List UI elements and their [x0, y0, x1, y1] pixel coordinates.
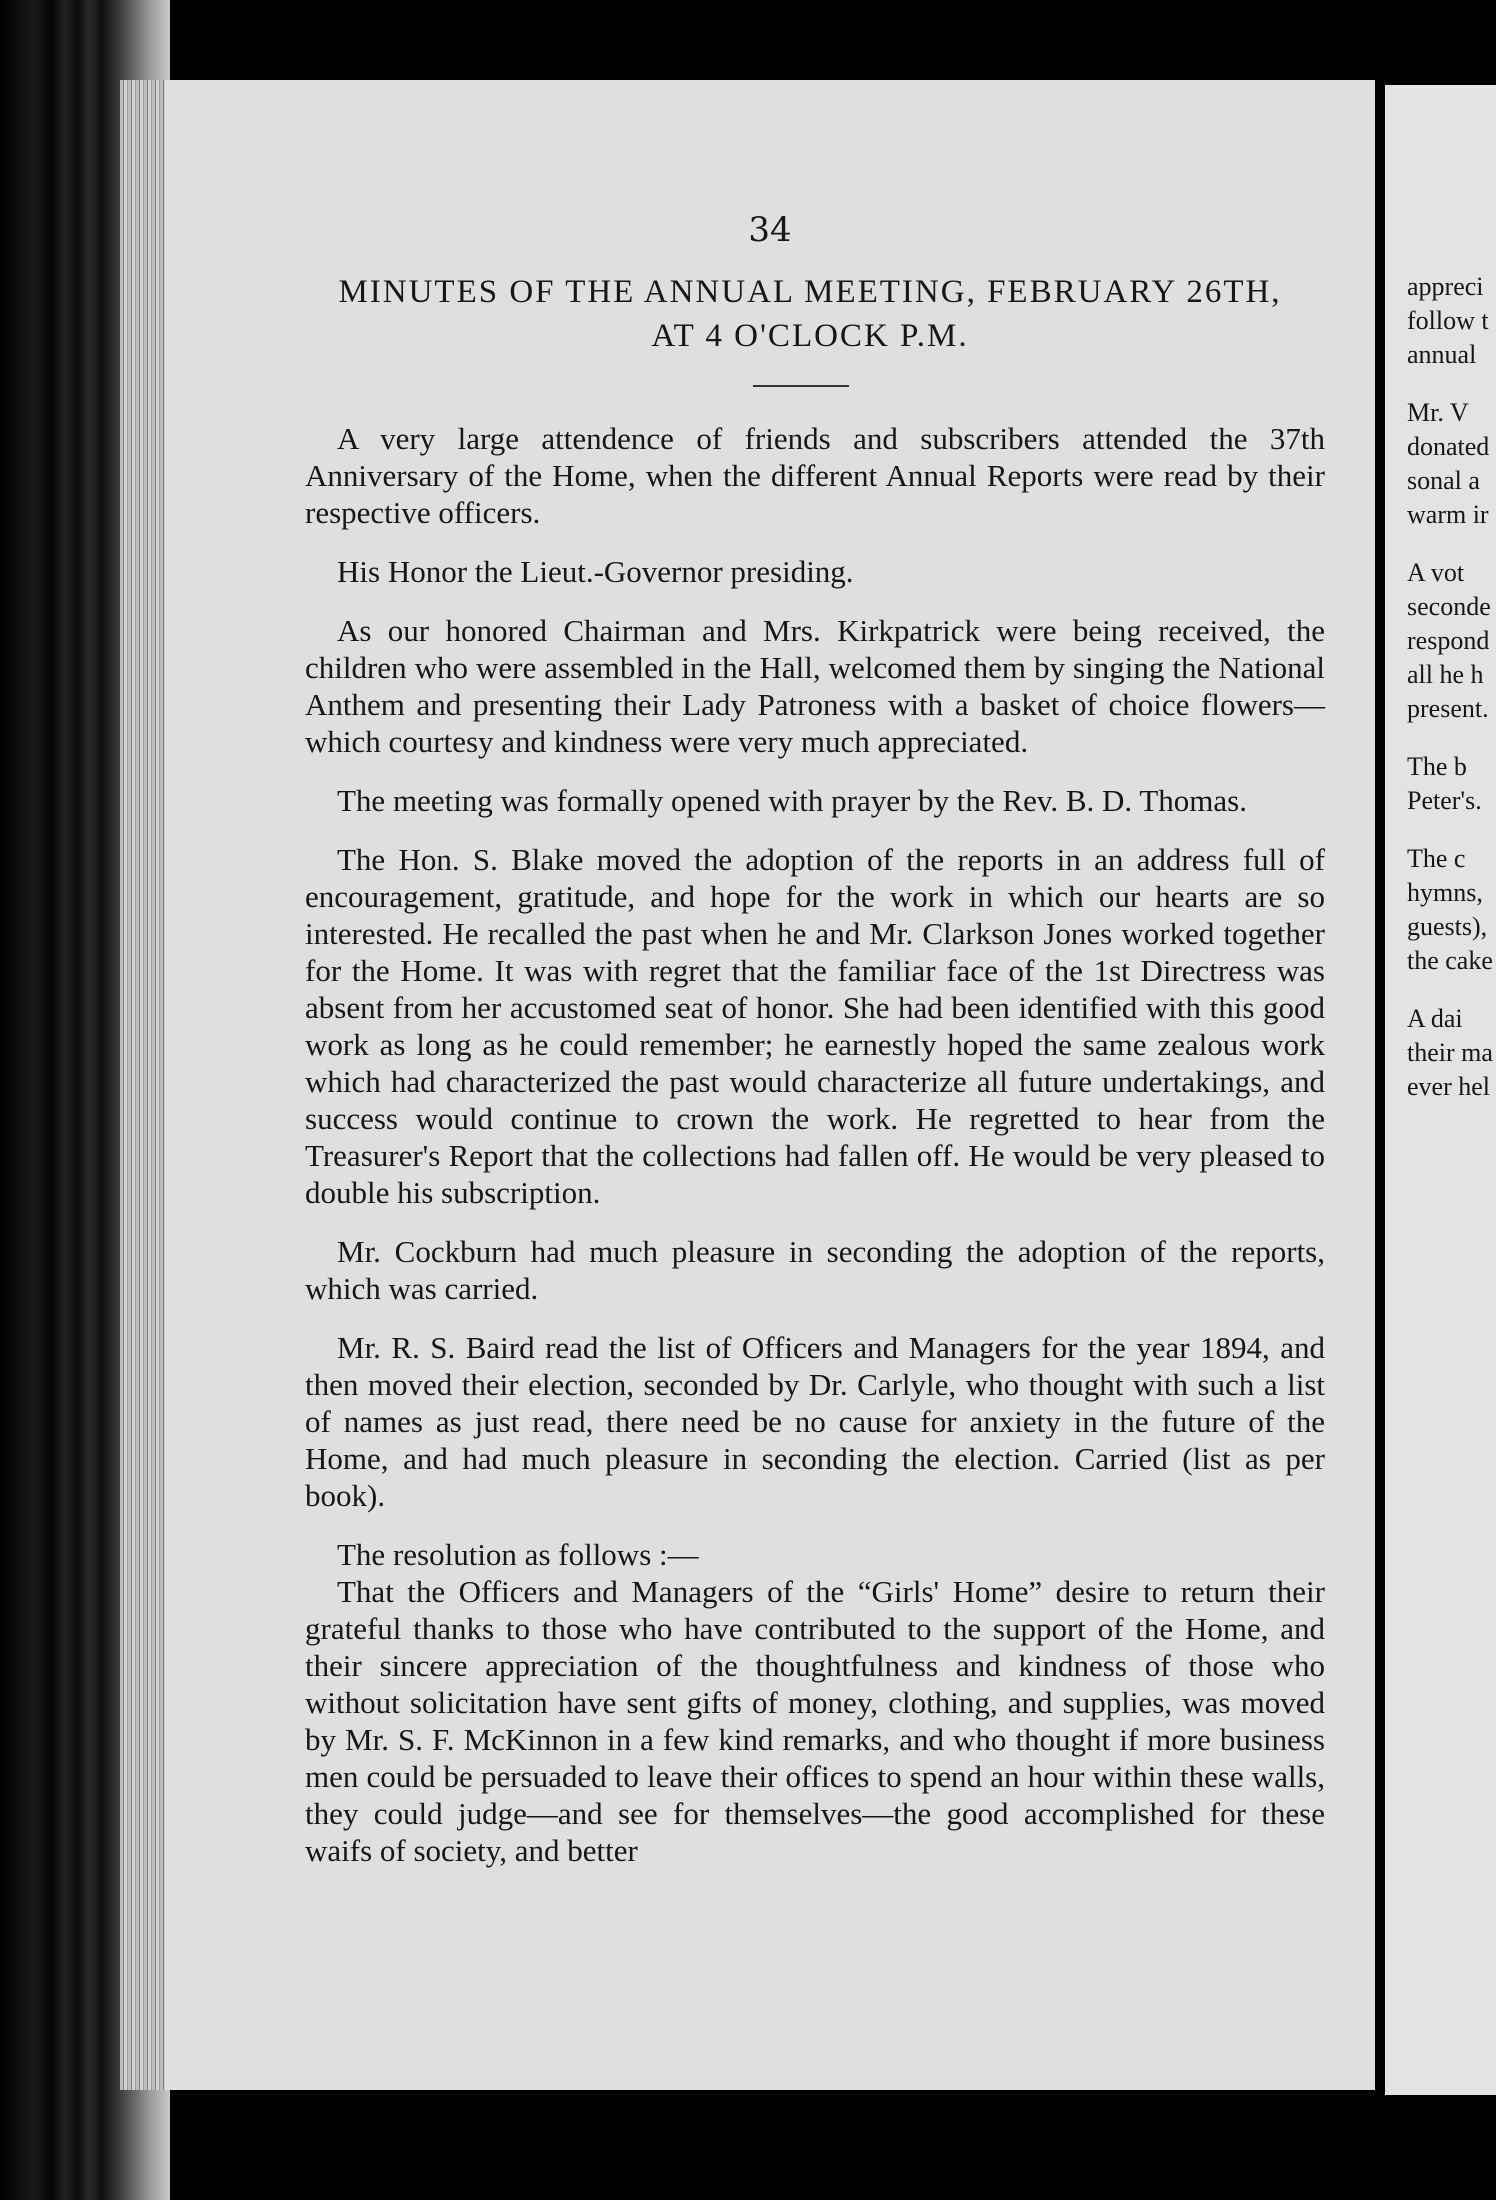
- right-page-line: appreci: [1407, 272, 1484, 301]
- paragraph: Mr. R. S. Baird read the list of Officers and Managers for the year 1894, and then moved their election, seconded by Dr. Carlyle, who thought with such a list of names as just read, there need be no cause for anxiety in the future of the Home, and had much pleasure in seconding the election. Carried (list as per book).: [305, 1330, 1325, 1513]
- paragraph: That the Officers and Managers of the “Girls' Home” desire to return their grateful thanks to those who have contributed to the support of the Home, and their sincere appreciation of the thoughtfulness and kindness of those who without solicitation have sent gifts of money, clothing, and supplies, was moved by Mr. S. F. McKinnon in a few kind remarks, and who thought if more business men could be persuaded to leave their offices to spend an hour within these walls, they could judge—and see for themselves—the good accomplished for these waifs of society, and better: [305, 1574, 1325, 1868]
- right-page-line: seconde: [1407, 592, 1491, 621]
- paragraph: His Honor the Lieut.-Governor presiding.: [337, 554, 854, 589]
- right-page-line: donated: [1407, 432, 1490, 461]
- right-page-line: Mr. V: [1407, 398, 1469, 427]
- right-page-gap: [1385, 726, 1496, 750]
- right-page-gap: [1385, 372, 1496, 396]
- right-page-line: A vot: [1407, 558, 1465, 587]
- page-title: [285, 270, 1335, 358]
- page-number: 34: [748, 210, 792, 250]
- right-page-line: warm ir: [1407, 500, 1489, 529]
- right-page-line: sonal a: [1407, 466, 1480, 495]
- minutes-body: [305, 420, 1325, 1891]
- right-page-line: annual: [1407, 340, 1477, 369]
- right-page-line: hymns,: [1407, 878, 1483, 907]
- right-page-gap: [1385, 532, 1496, 556]
- paragraph: As our honored Chairman and Mrs. Kirkpatrick were being received, the children who were assembled in the Hall, welcomed them by singing the National Anthem and presenting their Lady Patroness with a basket of choice flowers—which courtesy and kindness were very much appreciated.: [305, 613, 1325, 759]
- paragraph: A very large attendence of friends and subscribers attended the 37th Anniversary of the Home, when the different Annual Reports were read by their respective officers.: [305, 421, 1325, 530]
- right-page-gap: [1385, 818, 1496, 842]
- paragraph: The Hon. S. Blake moved the adoption of the reports in an address full of encouragement, gratitude, and hope for the work in which our hearts are so interested. He recalled the past when he and Mr. Clarkson Jones worked together for the Home. It was with regret that the familiar face of the 1st Directress was absent from her accustomed seat of honor. She had been identified with this good work as long as he could remember; he earnestly hoped the same zealous work which had characterized the past would characterize all future undertakings, and success would continue to crown the work. He regretted to hear from the Treasurer's Report that the collections had fallen off. He would be very pleased to double his subscription.: [305, 842, 1325, 1210]
- title-line-1: MINUTES OF THE ANNUAL MEETING, FEBRUARY 26TH,: [338, 274, 1282, 310]
- right-page-line: A dai: [1407, 1004, 1463, 1033]
- right-page-line: The b: [1407, 752, 1467, 781]
- paragraph: Mr. Cockburn had much pleasure in seconding the adoption of the reports, which was carried.: [305, 1234, 1325, 1306]
- right-page-lines: [1385, 270, 1496, 1104]
- right-page-line: guests),: [1407, 912, 1488, 941]
- title-divider: [753, 385, 849, 387]
- right-page-line: the cake: [1407, 946, 1493, 975]
- right-page-fragment: [1385, 85, 1496, 2095]
- right-page-gap: [1385, 978, 1496, 1002]
- right-page-line: ever hel: [1407, 1072, 1491, 1101]
- right-page-line: Peter's.: [1407, 786, 1482, 815]
- right-page-line: follow t: [1407, 306, 1489, 335]
- right-page-line: present.: [1407, 694, 1489, 723]
- right-page-line: their ma: [1407, 1038, 1493, 1067]
- right-page-line: The c: [1407, 844, 1466, 873]
- title-line-2: AT 4 O'CLOCK P.M.: [651, 318, 969, 354]
- right-page-line: all he h: [1407, 660, 1484, 689]
- left-page: [165, 80, 1375, 2090]
- paragraph: The resolution as follows :—: [337, 1537, 699, 1572]
- right-page-line: respond: [1407, 626, 1490, 655]
- paragraph: The meeting was formally opened with prayer by the Rev. B. D. Thomas.: [337, 783, 1247, 818]
